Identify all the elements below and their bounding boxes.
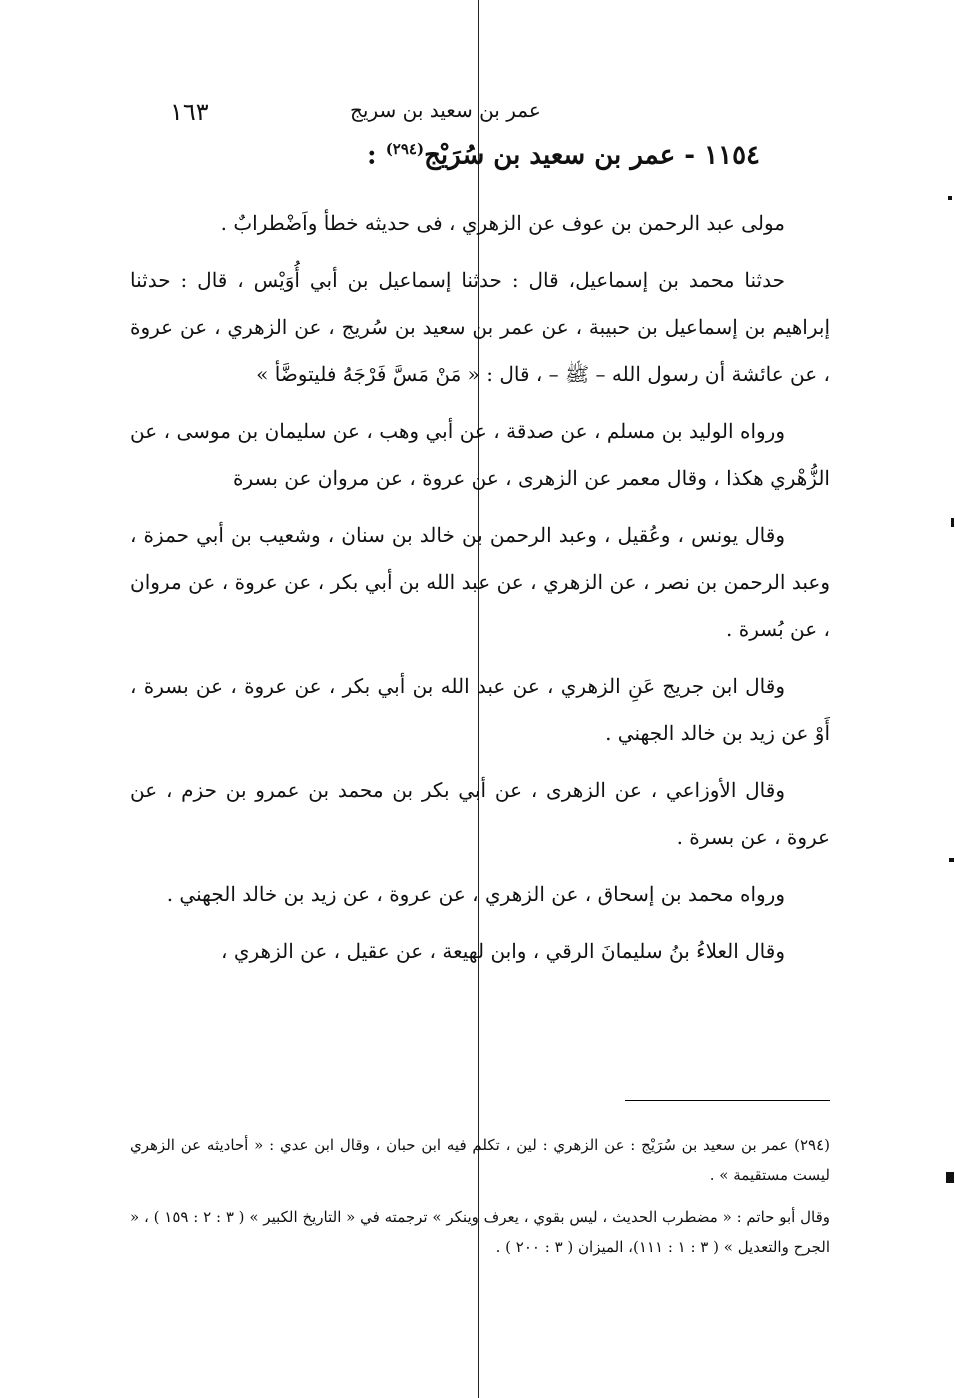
paragraph: وقال يونس ، وعُقيل ، وعبد الرحمن بن خالد بن سنان ، وشعيب بن أبي حمزة ، وعبد الرحمن بن نصر ، عن الزهري ، عن عبد الله بن أبي بكر ، عن عروة ، عن مروان ، عن بُسرة . [130,523,830,641]
main-text [130,200,830,985]
entry-number: ١١٥٤ [704,140,760,171]
paragraph: وقال الأوزاعي ، عن الزهرى ، عن أبي بكر بن محمد بن عمرو بن حزم ، عن عروة ، عن بسرة . [130,778,830,849]
page-number: ١٦٣ [170,98,209,126]
scan-mark [946,1172,954,1183]
running-title: عمر بن سعيد بن سريج [350,98,541,122]
paragraph: مولى عبد الرحمن بن عوف عن الزهري ، فى حديثه خطأ واَضْطرابٌ . [220,211,785,235]
footnote: (٢٩٤) عمر بن سعيد بن سُرَيْج : عن الزهري : لين ، تكلم فيه ابن حبان ، وقال ابن عدي : « أحاديثه عن الزهري ليست مستقيمة » . [130,1136,830,1184]
scan-mark [951,518,954,527]
paragraph: حدثنا محمد بن إسماعيل، قال : حدثنا إسماعيل بن أبي أُوَيْس ، قال : حدثنا إبراهيم بن إسماعيل بن حبيبة ، عن عمر بن سعيد بن سُريج ، عن الزهري ، عن عروة ، عن عائشة أن رسول الله – ﷺ – ، قال : « مَنْ مَسَّ فَرْجَهُ فليتوضَّأ » [130,268,830,386]
scan-mark [949,858,954,862]
page-header [150,98,800,130]
scan-mark [948,196,952,200]
paragraph: وقال العلاءُ بنُ سليمانَ الرقي ، وابن لهيعة ، عن عقيل ، عن الزهري ، [221,939,785,963]
entry-title [367,140,760,171]
paragraph: ورواه الوليد بن مسلم ، عن صدقة ، عن أبي وهب ، عن سليمان بن موسى ، عن الزُّهْري هكذا ، وقال معمر عن الزهرى ، عن عروة ، عن مروان عن بسرة [130,419,830,490]
entry-dash: - [684,140,696,171]
footnote-reference: (٢٩٤) [385,140,425,158]
paragraph: ورواه محمد بن إسحاق ، عن الزهري ، عن عروة ، عن زيد بن خالد الجهني . [166,882,785,906]
footnote-divider [625,1100,830,1101]
footnotes [130,1130,830,1274]
paragraph: وقال ابن جريج عَنِ الزهري ، عن عبد الله بن أبي بكر ، عن عروة ، عن بسرة ، أَوْ عن زيد بن خالد الجهني . [130,674,830,745]
footnote: وقال أبو حاتم : « مضطرب الحديث ، ليس بقوي ، يعرف وينكر » ترجمته في « التاريخ الكبير » ( ٣ : ٢ : ١٥٩ ) ، « الجرح والتعديل » ( ٣ : ١ : ١١١)، الميزان ( ٣ : ٢٠٠ ) . [130,1208,830,1256]
entry-colon: : [367,140,377,171]
entry-name: عمر بن سعيد بن سُرَيْج [424,140,676,171]
